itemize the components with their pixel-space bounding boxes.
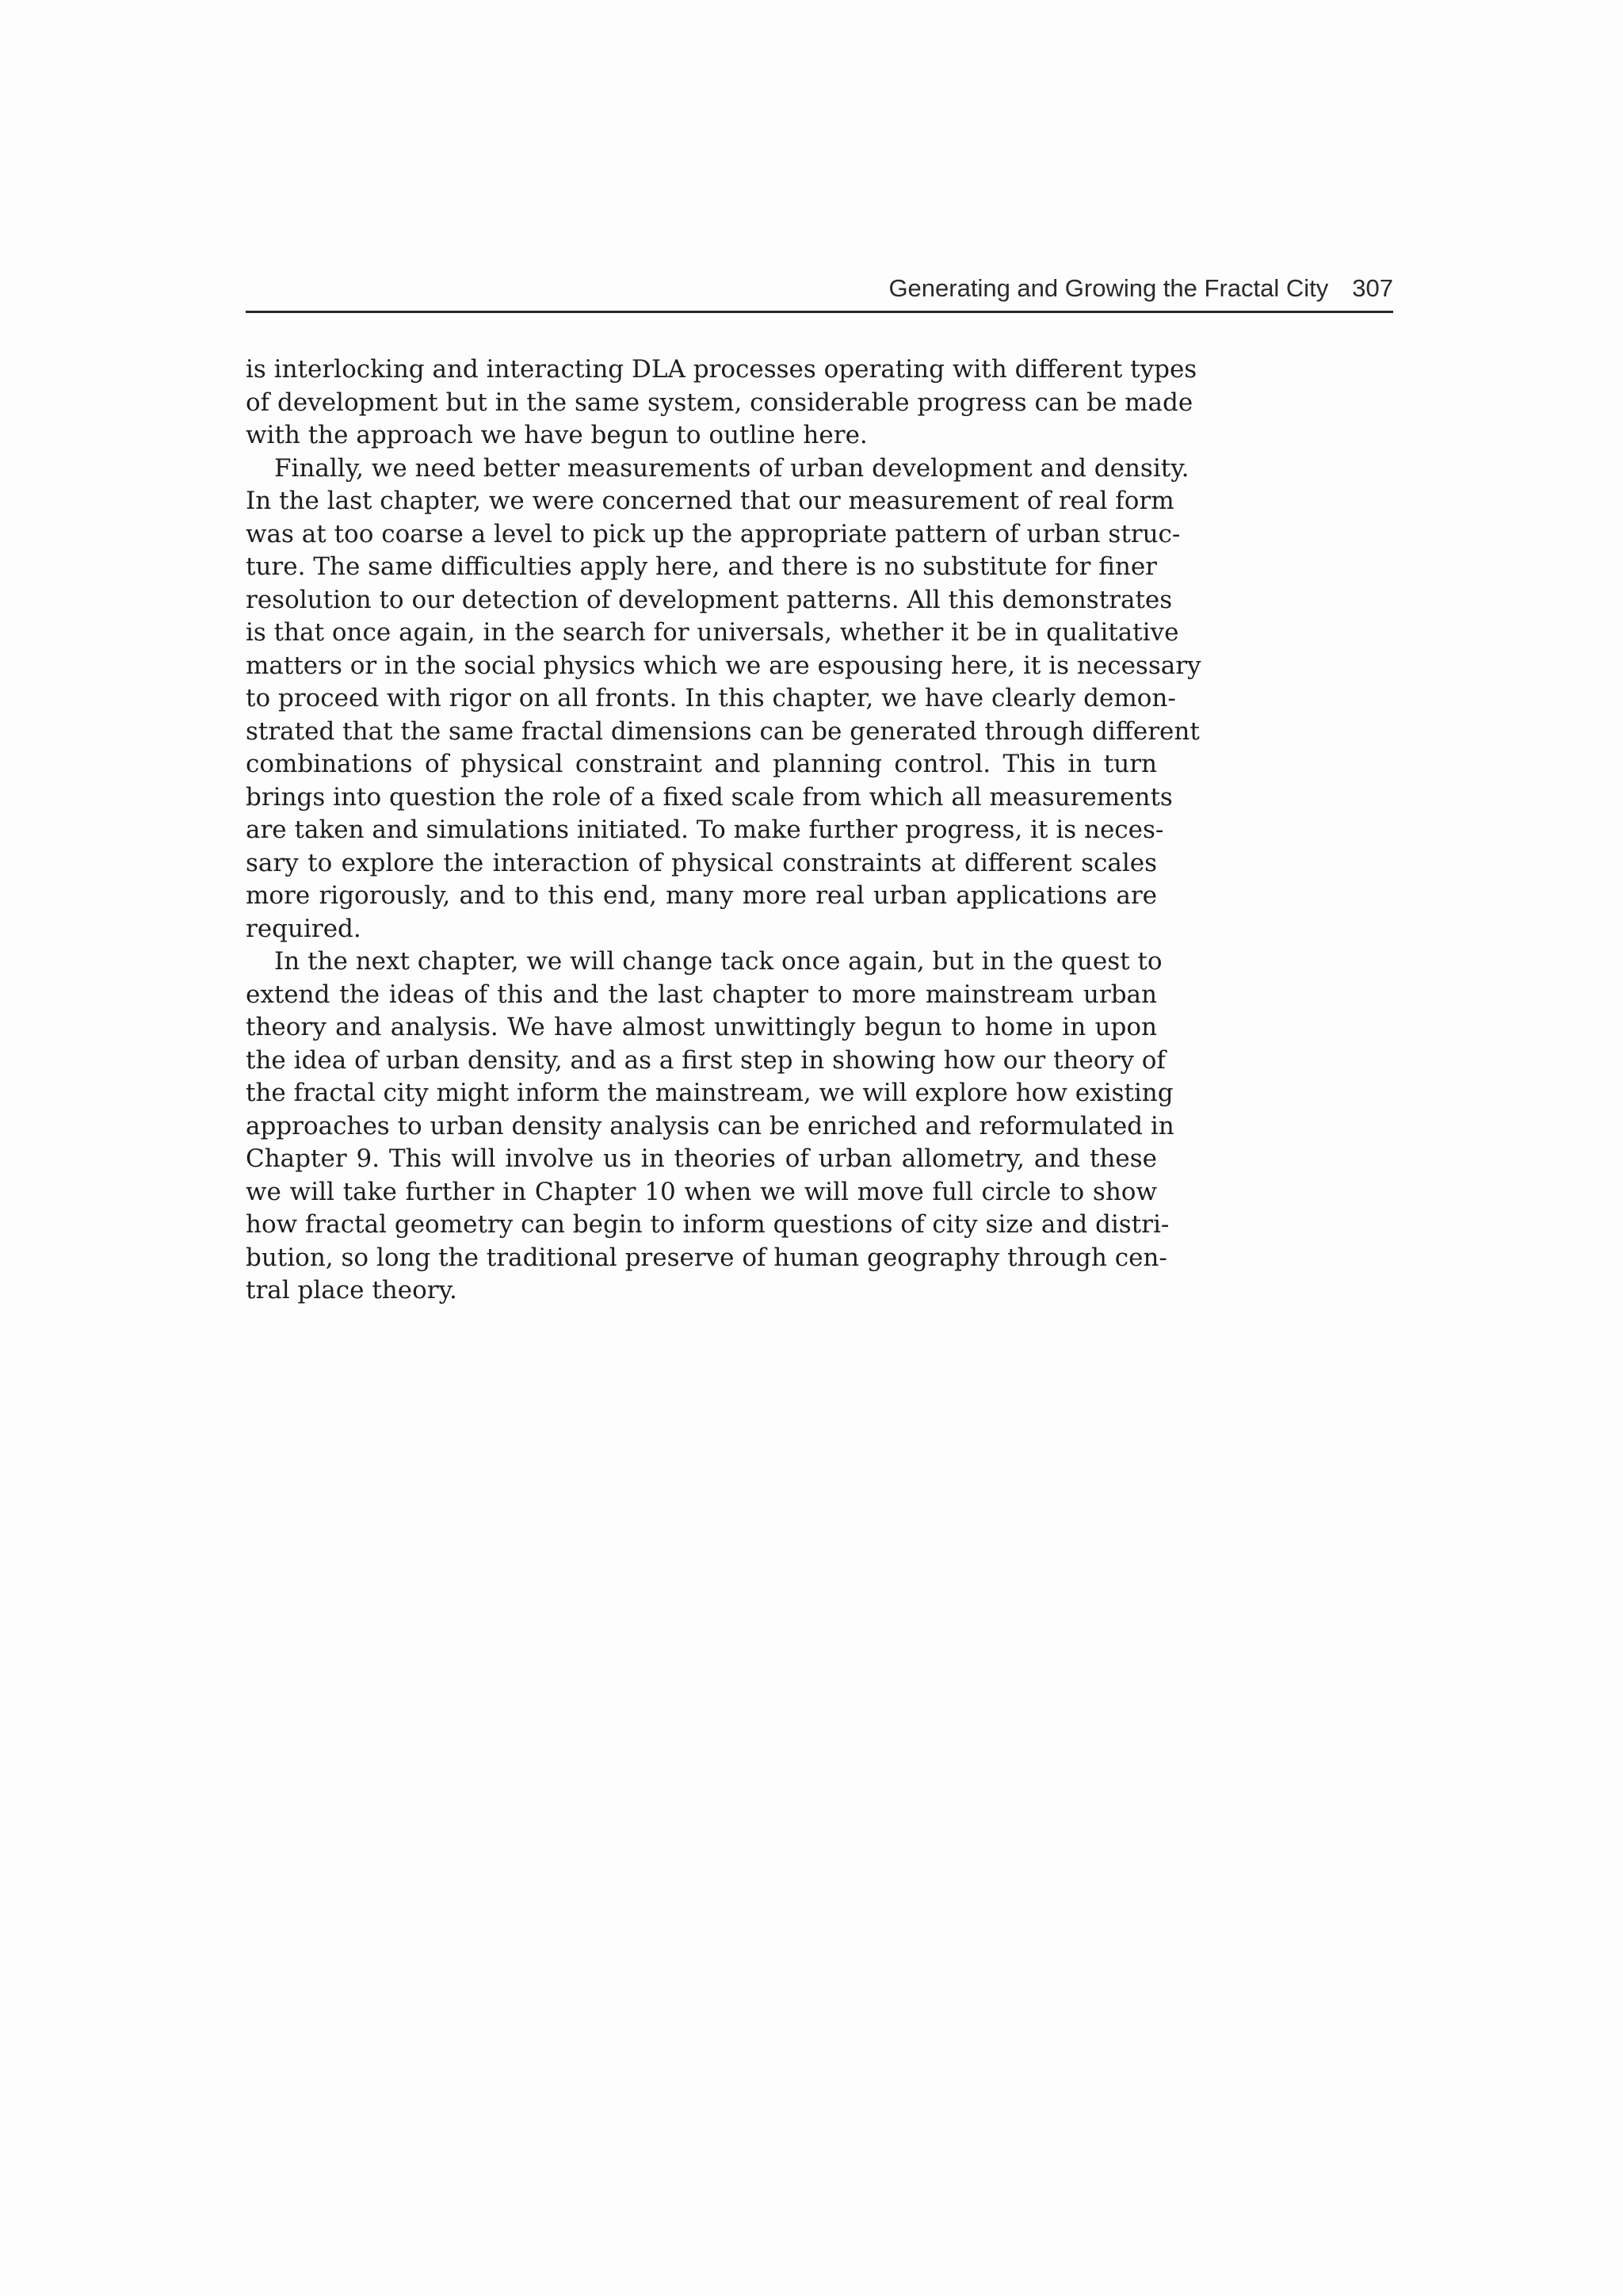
text-line: we will take further in Chapter 10 when we will move full circle to show xyxy=(246,1177,1157,1206)
running-title: Generating and Growing the Fractal City xyxy=(888,274,1329,302)
text-line: extend the ideas of this and the last chapter to more mainstream urban xyxy=(246,980,1157,1009)
text-line: Chapter 9. This will involve us in theories of urban allometry, and these xyxy=(246,1144,1157,1173)
text-line: more rigorously, and to this end, many more real urban applications are xyxy=(246,881,1157,910)
page-number: 307 xyxy=(1352,274,1393,302)
text-line: was at too coarse a level to pick up the appropriate pattern of urban struc- xyxy=(246,519,1181,548)
text-line: resolution to our detection of development patterns. All this demonstrates xyxy=(246,585,1173,614)
text-line: is that once again, in the search for universals, whether it be in qualitative xyxy=(246,618,1179,647)
text-line: In the last chapter, we were concerned that our measurement of real form xyxy=(246,487,1174,515)
text-line: In the next chapter, we will change tack once again, but in the quest to xyxy=(274,947,1163,976)
text-line: approaches to urban density analysis can be enriched and reformulated in xyxy=(246,1111,1174,1140)
text-line: combinations of physical constraint and planning control. This in turn xyxy=(246,750,1157,778)
text-line: the fractal city might inform the mainstream, we will explore how existing xyxy=(246,1079,1174,1107)
text-line: matters or in the social physics which we are espousing here, it is necessary xyxy=(246,651,1201,680)
text-line: sary to explore the interaction of physical constraints at different scales xyxy=(246,848,1157,877)
text-line: of development but in the same system, considerable progress can be made xyxy=(246,388,1193,417)
running-header xyxy=(246,266,1393,313)
text-line: ture. The same difficulties apply here, and there is no substitute for finer xyxy=(246,552,1157,581)
text-line: are taken and simulations initiated. To make further progress, it is neces- xyxy=(246,816,1164,844)
paragraph-next-chapter xyxy=(246,946,1174,1308)
text-line: how fractal geometry can begin to inform questions of city size and distri- xyxy=(246,1210,1170,1239)
text-line: the idea of urban density, and as a first step in showing how our theory of xyxy=(246,1045,1166,1075)
text-line: brings into question the role of a fixed scale from which all measurements xyxy=(246,782,1173,812)
text-line: Finally, we need better measurements of urban development and density. xyxy=(274,453,1190,483)
text-line: required. xyxy=(246,914,361,943)
text-line: with the approach we have begun to outline here. xyxy=(246,421,868,449)
body-text xyxy=(246,353,1201,1308)
text-line: to proceed with rigor on all fronts. In this chapter, we have clearly demon- xyxy=(246,684,1176,712)
paragraph-measurements xyxy=(246,453,1201,946)
text-line: strated that the same fractal dimensions can be generated through different xyxy=(246,716,1200,746)
paragraph-continuation xyxy=(246,353,1197,453)
text-line: tral place theory. xyxy=(246,1276,457,1305)
text-line: bution, so long the traditional preserve of human geography through cen- xyxy=(246,1243,1167,1272)
text-line: theory and analysis. We have almost unwittingly begun to home in upon xyxy=(246,1013,1157,1041)
text-line: is interlocking and interacting DLA processes operating with different types xyxy=(246,355,1197,384)
